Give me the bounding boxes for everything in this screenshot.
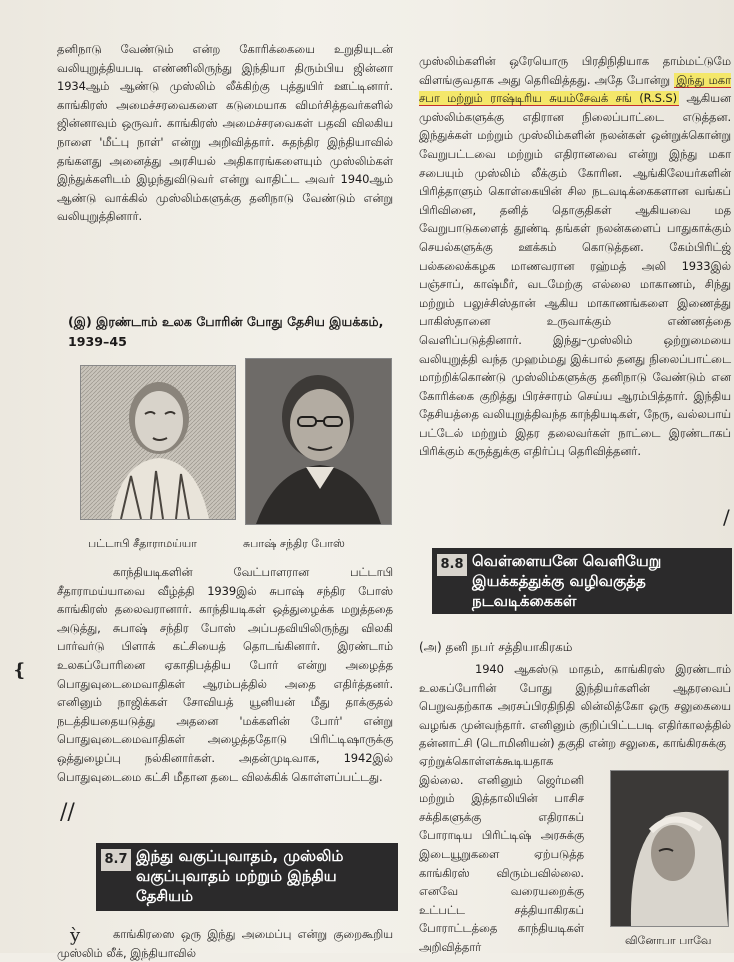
right-paragraph-3: ஏற்றுக்கொள்ளக்கூடியதாக இல்லை. எனினும் ஜெர்மனி மற்றும் இத்தாலியின் பாசிச சக்திகளுக்கு எதிராகப் போராடிய பிரிட்டிஷ் அரசுக்கு இடையூறுகளை ஏற்படுத்த காங்கிரஸ் விரும்பவில்லை. எனவே வரையறைக்கு உட்பட்ட சத்தியாகிரகப் போராட்டத்தை காந்தியடிகள் அறிவித்தார் (419, 754, 584, 954)
portrait-vinoba-bhave (610, 770, 729, 927)
margin-pen-mark-3: ỳ (70, 925, 81, 946)
left-paragraph-1: தனிநாடு வேண்டும் என்ற கோரிக்கையை உறுதியுடன் வலியுறுத்தியபடி எண்ணிலிருந்து இந்தியா திரும்பிய ஜின்னா 1934ஆம் ஆண்டு முஸ்லிம் லீக்கிற்கு புத்துயிர் ஊட்டினார். காங்கிரஸ் அமைச்சரவைகளை கடுமையாக விமர்சித்தவர்களில் ஜின்னாவும் ஒருவர். காங்கிரஸ் அமைச்சரவைகள் பதவி விலகிய நாளை 'மீட்பு நாள்' என்று அறிவித்தார். சுதந்திர இந்தியாவில் தங்களது அனைத்து அரசியல் அதிகாரங்களையும் முஸ்லிம்கள் இந்துக்களிடம் இழந்துவிடுவர் என்று வாதிட்ட அவர் 1940ஆம் ஆண்டு வாக்கில் முஸ்லிம்களுக்கு தனிநாடு வேண்டும் என்று வலியுறுத்தினார். (57, 42, 393, 224)
section-8-7-header (96, 843, 398, 911)
section-8-7-title: இந்து வகுப்புவாதம், முஸ்லிம் வகுப்புவாதம் மற்றும் இந்திய தேசியம் (136, 847, 344, 905)
section-8-8-header (432, 548, 732, 614)
portrait-pattabhi-illustration (81, 366, 235, 519)
section-8-8-title: வெள்ளையனே வெளியேறு இயக்கத்துக்கு வழிவகுத்த நடவடிக்கைகள் (472, 552, 662, 610)
portrait-subhas-bose-illustration (246, 359, 391, 524)
caption-subhas-bose: சுபாஷ் சந்திர போஸ் (243, 537, 345, 550)
portrait-pattabhi (80, 365, 236, 520)
margin-pen-mark-1: ❴ (12, 660, 28, 681)
portrait-subhas-bose (245, 358, 392, 525)
caption-vinoba-bhave: வினோபா பாவே (625, 934, 712, 947)
margin-pen-mark-2: // (60, 800, 75, 825)
left-paragraph-3: காங்கிரஸை ஒரு இந்து அமைப்பு என்று குறைகூறிய முஸ்லிம் லீக், இந்தியாவில் (57, 927, 393, 960)
right-paragraph-1-start: முஸ்லிம்களின் ஒரேயொரு பிரதிநிதியாக தாம்மட்டுமே விளங்குவதாக அது தெரிவித்தது. அதே போன்று (419, 54, 731, 87)
margin-pen-mark-4: / (723, 505, 730, 529)
portrait-vinoba-illustration (611, 771, 728, 926)
caption-pattabhi: பட்டாபி சீதாராமய்யா (88, 537, 197, 550)
highlighted-organisations: இந்து மகா சபா மற்றும் ராஷ்டிரிய சுயம்சேவக் சங் (R.S.S) (419, 72, 732, 106)
section-8-7-number: 8.7 (101, 849, 131, 871)
section-8-8-number: 8.8 (437, 554, 467, 576)
right-paragraph-2: 1940 ஆகஸ்டு மாதம், காங்கிரஸ் இரண்டாம் உலகப்போரின் போது இந்தியர்களின் ஆதரவைப் பெறுவதற்காக அரசப்பிரதிநிதி லின்லித்கோ ஒரு சலுகையை வழங்க முன்வந்தார். எனினும் குறிப்பிட்டபடி எதிர்காலத்தில் தன்னாட்சி (டொமினியன்) தகுதி என்ற சலுகை, காங்கிரசுக்கு (419, 662, 731, 751)
left-paragraph-2: காந்தியடிகளின் வேட்பாளரான பட்டாபி சீதாராமய்யாவை வீழ்த்தி 1939இல் சுபாஷ் சந்திர போஸ் காங்கிரஸ் தலைவரானார். காந்தியடிகள் ஒத்துழைக்க மறுத்ததை அடுத்து, சுபாஷ் சந்திர போஸ் அப்பதவியிலிருந்து விலகி பார்வர்டு பிளாக் கட்சியைத் தொடங்கினார். இரண்டாம் உலகப்போரினை ஏகாதிபத்திய போர் என்று அழைத்த பொதுவுடைமைவாதிகள் ஆரம்பத்தில் அதை எதிர்த்தனர். எனினும் நாஜிக்கள் சோவியத் யூனியன் மீது தாக்குதல் நடத்தியதையடுத்து அதனை 'மக்களின் போர்' என்று பொதுவுடைமைவாதிகள் அழைத்ததோடு பிரிட்டிஷாருக்கு ஒத்துழைப்பு நல்கினார்கள். அதன்முடிவாக, 1942இல் பொதுவுடைமை கட்சி மீதான தடை விலக்கிக் கொள்ளப்பட்டது. (57, 565, 393, 784)
right-paragraph-1 (419, 52, 731, 461)
right-paragraph-1-rest: ஆகியன முஸ்லிம்களுக்கு எதிரான நிலைப்பாட்டை எடுத்தன. இந்துக்கள் மற்றும் முஸ்லிம்களின் நலன்கள் ஒன்றுக்கொன்று வேறுபட்டவை மற்றும் எதிரானவை என்று இந்து மகா சபையும் முஸ்லிம் லீக்கும் கோரின. ஆங்கிலேயர்களின் பிரித்தாளும் கொள்கையின் சில நடவடிக்கைகளான வங்கப் பிரிவினை, தனித் தொகுதிகள் ஆகியவை மத வேறுபாடுகளைத் தூண்டி தங்கள் நலன்களைப் பாதுகாக்கும் செயல்களுக்கு ஊக்கம் கொடுத்தன. கேம்பிரிட்ஜ் பல்கலைக்கழக மாணவரான ரஹ்மத் அலி 1933இல் பஞ்சாப், காஷ்மீர், வடமேற்கு எல்லை மாகாணம், சிந்து மற்றும் பலுச்சிஸ்தான் ஆகிய மாகாணங்களை இணைத்து பாகிஸ்தானை உருவாக்கும் எண்ணத்தை வெளிப்படுத்தினார். இந்து–முஸ்லிம் ஒற்றுமையை வலியுறுத்தி வந்த முஹம்மது இக்பால் தனது நிலைப்பாட்டை மாற்றிக்கொண்டு முஸ்லிம்களுக்கு தனிநாடு வேண்டும் என கோரிக்கை குறித்து பிரச்சாரம் செய்ய ஆரம்பித்தார். இந்திய தேசியத்தை வலியுறுத்திவந்த காந்தியடிகள், நேரு, வல்லபாய் பட்டேல் மற்றும் இதர தலைவர்கள் நாட்டை இரண்டாகப் பிரிக்கும் கருத்துக்கு எதிர்ப்பு தெரிவித்தனர். (419, 91, 731, 459)
left-subheading: (இ) இரண்டாம் உலக போரின் போது தேசிய இயக்கம், 1939–45 (68, 314, 384, 349)
right-subheading: (அ) தனி நபர் சத்தியாகிரகம் (419, 640, 573, 654)
